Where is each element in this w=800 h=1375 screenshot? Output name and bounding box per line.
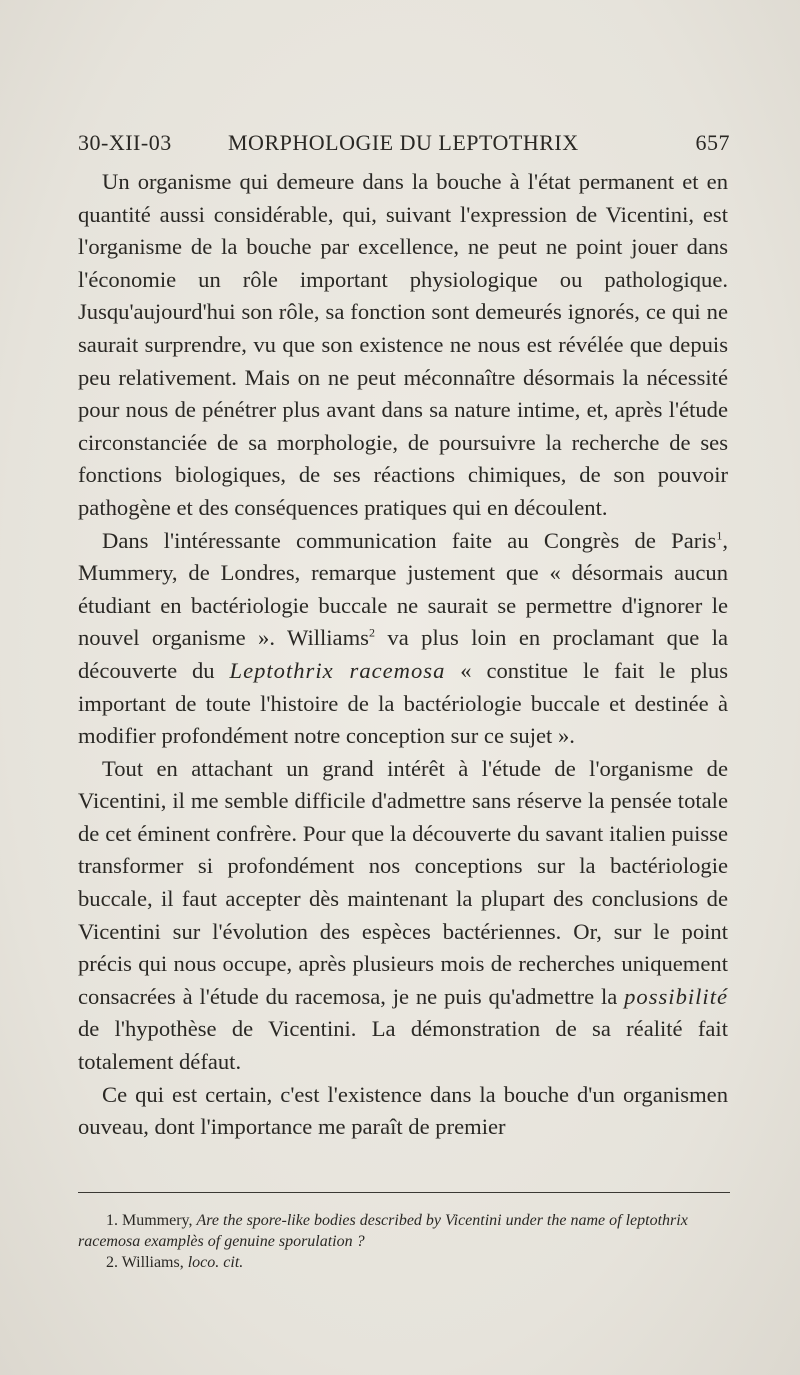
paragraph-1: Un organisme qui demeure dans la bouche à l'état permanent et en quantité aussi considérable, qui, suivant l'expression de Vicentini, est l'organisme de la bouche par excellence, ne peut ne point jouer dans l'économie un rôle important physiologique ou pathologique. Jusqu'aujourd'hui son rôle, sa fonction sont demeurés ignorés, ce qui ne saurait surprendre, vu que son existence ne nous est révélée que depuis peu relativement. Mais on ne peut méconnaître désormais la nécessité pour nous de pénétrer plus avant dans sa nature intime, et, après l'étude circonstanciée de sa morphologie, de poursuivre la recherche de ses fonctions biologiques, de ses réactions chimiques, de son pouvoir pathogène et des conséquences pratiques qui en découlent. xyxy=(78,169,728,520)
footnote-1-title: Are the spore-like bodies described by Vicentini under the name of leptothrix racemosa examplès of genuine sporulation ? xyxy=(78,1212,688,1250)
footnote-2-reference: loco. cit. xyxy=(187,1254,244,1271)
page-number: 657 xyxy=(695,130,730,155)
header-title: MORPHOLOGIE DU LEPTOTHRIX xyxy=(228,130,579,155)
footnote-2-author: Williams, xyxy=(118,1254,188,1271)
footnote-divider xyxy=(78,1192,730,1193)
running-header xyxy=(78,130,730,160)
footnote-1 xyxy=(78,1210,730,1252)
footnote-1-number: 1. xyxy=(106,1212,118,1229)
footnote-1-author: Mummery, xyxy=(118,1212,197,1229)
paragraph-2 xyxy=(78,525,728,753)
paragraph-2-text-d: « constitue le fait le plus important de toute l'histoire de la bactériologie buccale et destinée à modifier profondément notre conception sur ce sujet ». xyxy=(78,657,729,749)
footnote-2-number: 2. xyxy=(106,1254,118,1271)
footnote-ref-1[interactable]: 1 xyxy=(716,528,723,542)
footnote-ref-2[interactable]: 2 xyxy=(368,625,375,640)
paragraph-3 xyxy=(78,753,728,1079)
paragraph-2-text-c: va plus loin en proclamant que la découverte du xyxy=(78,625,729,683)
paragraph-2-text-b: , Mummery, de Londres, remarque justement que « désormais aucun étudiant en bactériologie buccale ne saurait se permettre d'ignorer le nouvel organisme ». Williams xyxy=(78,527,728,651)
paragraph-2-text-a: Dans l'intéressante communication faite au Congrès de Paris xyxy=(102,527,717,553)
paragraph-3-text-b: de l'hypothèse de Vicentini. La démonstration de sa réalité fait totalement défaut. xyxy=(78,1016,728,1075)
header-date: 30-XII-03 xyxy=(78,130,172,155)
emphasis-possibilite: possibilité xyxy=(624,983,728,1009)
species-name: Leptothrix racemosa xyxy=(229,657,446,683)
footnotes xyxy=(78,1210,730,1273)
body-text xyxy=(78,166,728,1144)
footnote-2 xyxy=(78,1252,730,1273)
paragraph-4: Ce qui est certain, c'est l'existence dans la bouche d'un organismen ouveau, dont l'importance me paraît de premier xyxy=(78,1081,728,1140)
paragraph-3-text-a: Tout en attachant un grand intérêt à l'étude de l'organisme de Vicentini, il me semble difficile d'admettre sans réserve la pensée totale de cet éminent confrère. Pour que la découverte du savant italien puisse transformer si profondément nos conceptions sur la bactériologie buccale, il faut accepter dès maintenant la plupart des conclusions de Vicentini sur l'évolution des espèces bactériennes. Or, sur le point précis qui nous occupe, après plusieurs mois de recherches uniquement consacrées à l'étude du racemosa, je ne puis qu'admettre la xyxy=(78,755,728,1009)
